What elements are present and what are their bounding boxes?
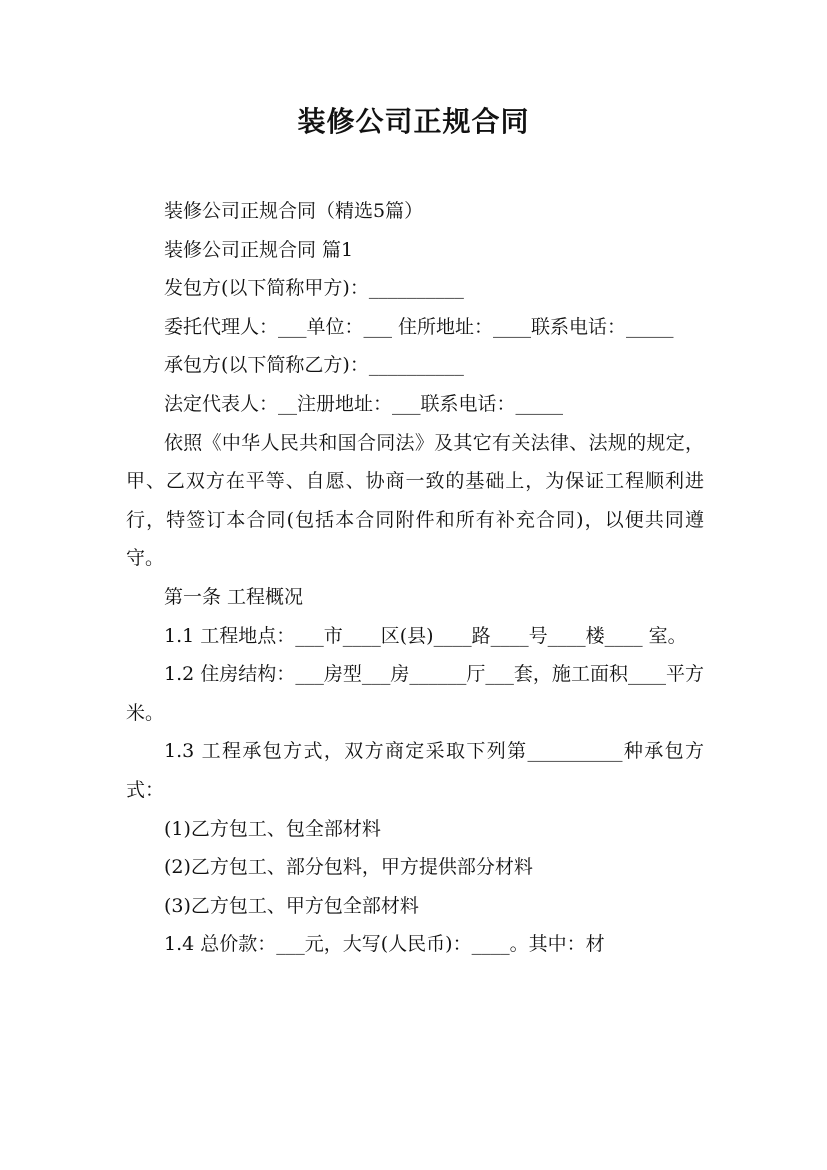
- paragraph-option-1: (1)乙方包工、包全部材料: [164, 817, 381, 840]
- document-body: [126, 192, 704, 964]
- paragraph-clause-1-4: 1.4 总价款：___元，大写(人民币)：____。其中：材: [164, 933, 605, 956]
- paragraph-option-3: (3)乙方包工、甲方包全部材料: [164, 894, 419, 917]
- paragraph-party-b: 承包方(以下简称乙方)：__________: [164, 354, 464, 377]
- paragraph-article-1-heading: 第一条 工程概况: [164, 585, 304, 608]
- paragraph-subtitle: 装修公司正规合同（精选5篇）: [164, 200, 424, 222]
- document-title: 装修公司正规合同: [297, 105, 530, 138]
- paragraph-section-heading: 装修公司正规合同 篇1: [164, 238, 354, 261]
- paragraph-clause-1-3: 1.3 工程承包方式，双方商定采取下列第__________种承包方式：: [126, 740, 704, 801]
- paragraph-option-2: (2)乙方包工、部分包料，甲方提供部分材料: [164, 856, 533, 879]
- paragraph-clause-1-2: 1.2 住房结构：___房型___房______厅___套，施工面积____平方米。: [126, 663, 704, 724]
- paragraph-party-a: 发包方(以下简称甲方)：__________: [164, 277, 464, 300]
- paragraph-clause-1-1: 1.1 工程地点：___市____区(县)____路____号____楼____ 室。: [164, 624, 687, 647]
- paragraph-preamble: 依照《中华人民共和国合同法》及其它有关法律、法规的规定，甲、乙双方在平等、自愿、协商一致的基础上，为保证工程顺利进行，特签订本合同(包括本合同附件和所有补充合同)，以便共同遵守。: [126, 431, 704, 570]
- paragraph-agent: 委托代理人：___单位：___ 住所地址：____联系电话：_____: [164, 315, 674, 338]
- paragraph-legal-rep: 法定代表人：__注册地址：___联系电话：_____: [164, 392, 564, 415]
